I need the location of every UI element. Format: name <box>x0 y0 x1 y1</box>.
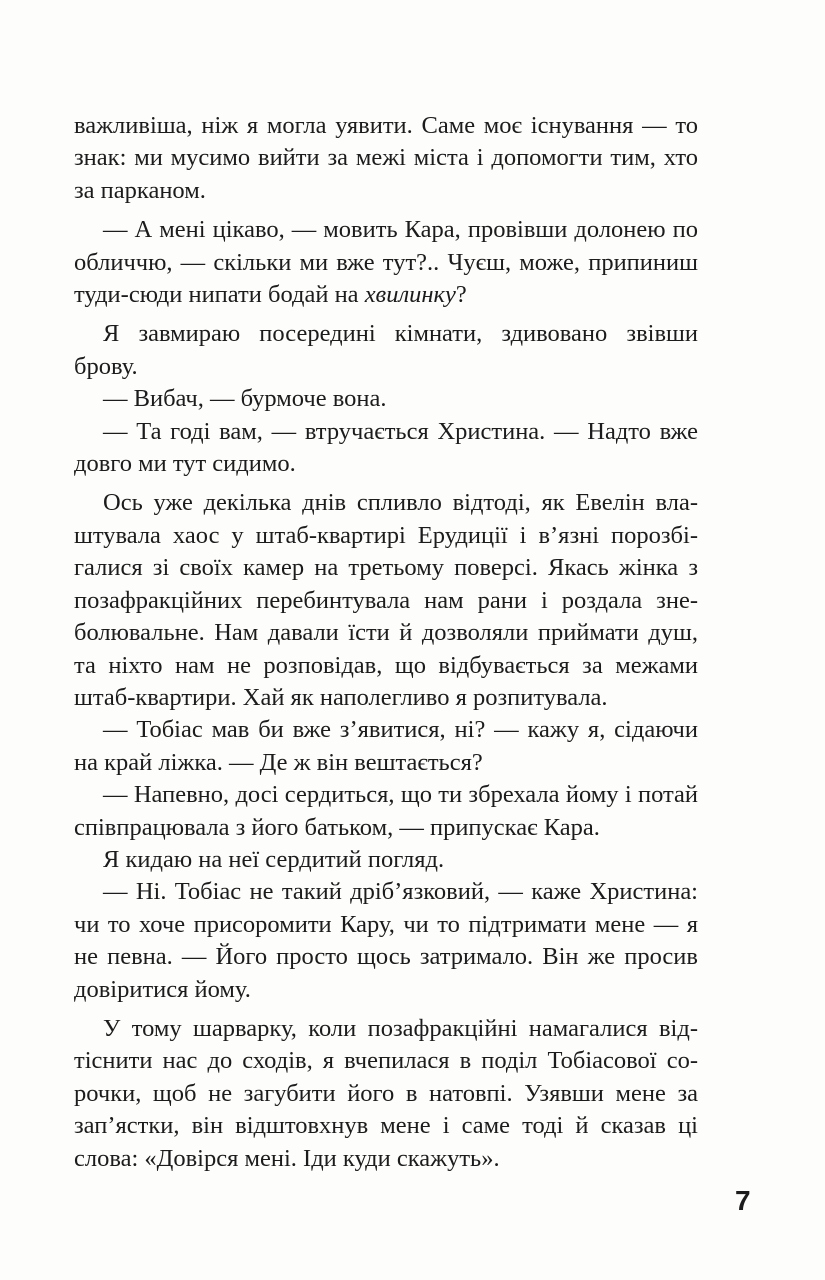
paragraph <box>74 214 698 311</box>
paragraph: Я кидаю на неї сердитий погляд. <box>103 845 445 873</box>
paragraph: — Та годі вам, — втручається Христина. — Надто вже довго ми тут сидимо. <box>74 417 698 478</box>
paragraph: Ось уже декілька днів спливло відтоді, як Евелін влаштувала хаос у штаб-квартирі Ерудиції і в’язні порозбігалися зі своїх камер на третьому поверсі. Якась жінка з позафракційних перебинтувала нам рани і роздала знеболювальне. Нам давали їсти й дозволяли приймати душ, та ніхто нам не розповідав, що відбувається за межами штаб-квартири. Хай як наполегливо я розпитувала. <box>74 489 698 711</box>
page-number: 7 <box>735 1185 751 1216</box>
paragraph-text: — А мені цікаво, — мовить Кара, провівши долонею по обличчю, — скільки ми вже тут?.. Чуєш, може, припиниш туди-сюди нипати бодай на <box>74 216 698 309</box>
paragraph: — Напевно, досі сердиться, що ти збрехала йому і потай співпрацювала з його батьком, — припускає Кара. <box>74 781 698 841</box>
paragraph: — Вибач, — бурмоче вона. <box>103 385 387 413</box>
paragraph: Я завмираю посередині кімнати, здивовано звівши брову. <box>74 320 698 380</box>
paragraph: У тому шарварку, коли позафракційні намагалися відтіснити нас до сходів, я вчепилася в поділ Тобіасової сорочки, щоб не загубити його в натовпі. Узявши мене за зап’ястки, він відштовхнув мене і саме тоді й сказав ці слова: «Довірся мені. Іди куди скажуть». <box>74 1014 698 1172</box>
paragraph-text: ? <box>455 281 467 309</box>
body-text <box>74 110 698 1175</box>
emphasized-word: хвилинку <box>364 281 456 309</box>
paragraph: важливіша, ніж я могла уявити. Саме моє існування — то знак: ми мусимо вийти за межі міста і допомогти тим, хто за парканом. <box>74 112 698 204</box>
paragraph: — Ні. Тобіас не такий дріб’язковий, — каже Христина: чи то хоче присоромити Кару, чи то підтримати мене — я не певна. — Його просто щось затримало. Він же просив довіритися йому. <box>74 878 698 1003</box>
paragraph: — Тобіас мав би вже з’явитися, ні? — кажу я, сідаючи на край ліжка. — Де ж він вештається? <box>74 716 698 776</box>
